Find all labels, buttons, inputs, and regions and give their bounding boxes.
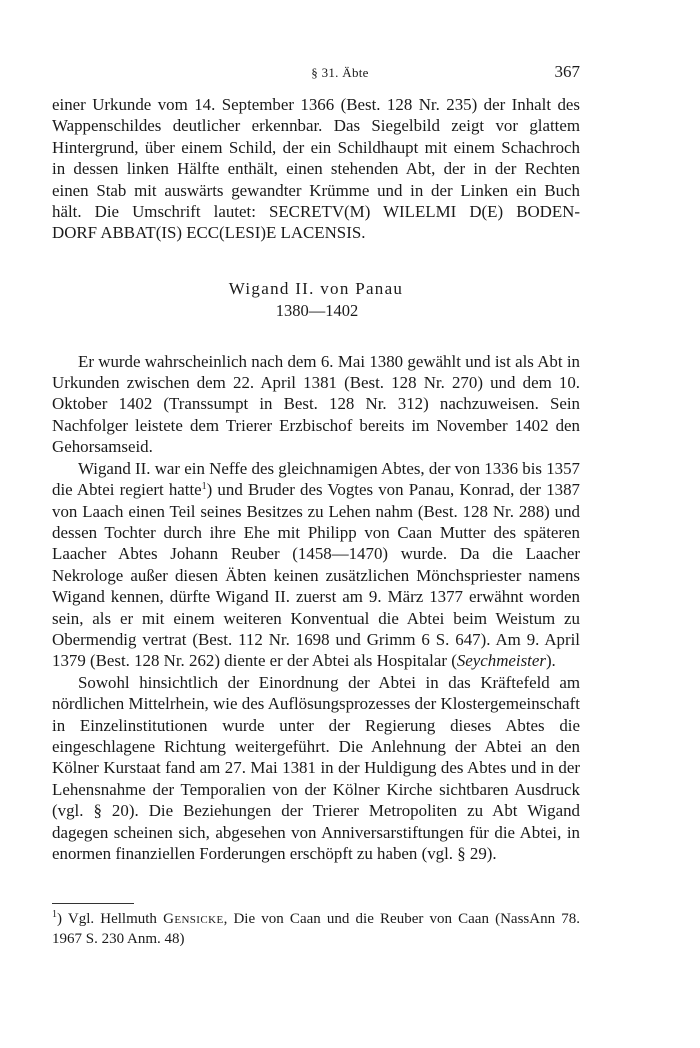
abbot-years: 1380—1402 bbox=[275, 301, 359, 321]
page-number: 367 bbox=[554, 62, 580, 81]
intro-line: Hintergrund, über einem Schild, der ein Schildhaupt mit einem Schachroch bbox=[52, 137, 580, 157]
footnote-mark: 1 bbox=[52, 909, 57, 920]
intro-line: hält. Die Umschrift lautet: SECRETV(M) WILELMI D(E) BODEN- bbox=[52, 202, 580, 222]
italic-term: Seychmeister bbox=[456, 651, 546, 671]
running-head bbox=[100, 62, 580, 84]
paragraph-family bbox=[52, 458, 580, 672]
body-text bbox=[52, 94, 580, 864]
footnote bbox=[52, 910, 580, 949]
footnote-text-cont: , Die von Caan und die Reuber von Caan (NassAnn 78. 1967 S. 230 Anm. 48) bbox=[52, 911, 581, 947]
paragraph-family-end: ). bbox=[545, 651, 556, 671]
abbot-name: Wigand II. von Panau bbox=[228, 278, 404, 298]
footnote-reference: 1 bbox=[201, 481, 207, 493]
paragraph-election: Er wurde wahrscheinlich nach dem 6. Mai 1380 gewählt und ist als Abt in Urkunden zwischen dem 22. April 1381 (Best. 128 Nr. 270) und dem 10. Oktober 1402 (Transsumpt in Best. 128 Nr. 312) nachzuweisen. Sein Nachfolger leistete dem Trierer Erzbischof bereits im November 1402 den Gehorsamseid. bbox=[52, 351, 580, 457]
intro-line: einen Stab mit auswärts gewandter Krümme und in der Linken ein Buch bbox=[52, 180, 580, 200]
section-title: § 31. Äbte bbox=[311, 65, 369, 80]
abbot-heading bbox=[52, 278, 580, 322]
paragraph-family-text: Wigand II. war ein Neffe des gleichnamigen Abtes, der von 1336 bis 1357 die Abtei regiert hatte bbox=[52, 458, 580, 500]
footnote-divider bbox=[52, 903, 134, 904]
paragraph-politics: Sowohl hinsichtlich der Einordnung der Abtei in das Kräftefeld am nördlichen Mittelrhein, wie des Auflösungsprozesses der Klostergemeinschaft in Einzelinstitutionen wurde unter der Regierung dieses Abtes die eingeschlagene Richtung weitergeführt. Die Anlehnung der Abtei an den Kölner Kurstaat fand am 27. Mai 1381 in der Huldigung des Abtes und in der Lehensnahme der Temporalien von der Kölner Kirche sichtbaren Ausdruck (vgl. § 20). Die Beziehungen der Trierer Metropoliten zu Abt Wigand dagegen scheinen sich, abgesehen von Anniversarstiftungen für die Abtei, in enormen finanziellen Forderungen erschöpft zu haben (vgl. § 29). bbox=[52, 672, 580, 863]
intro-paragraph bbox=[52, 94, 580, 244]
footnote-author: Gensicke bbox=[163, 911, 224, 927]
intro-line: in dessen linken Hälfte enthält, einen stehenden Abt, der in der Rechten bbox=[52, 159, 580, 179]
intro-line: DORF ABBAT(IS) ECC(LESI)E LACENSIS. bbox=[52, 223, 366, 243]
intro-line: Wappenschildes deutlicher erkennbar. Das Siegelbild zeigt vor glattem bbox=[52, 116, 580, 136]
paragraph-family-text-cont: ) und Bruder des Vogtes von Panau, Konrad, der 1387 von Laach einen Teil seines Besitzes zu Lehen nahm (Best. 128 Nr. 288) und dessen Tochter durch ihre Ehe mit Philipp von Caan Mutter des späteren Laacher Abtes Johann Reuber (1458—1470) wurde. Da die Laacher Nekrologe außer diesen Äbten keinen zusätzlichen Mönchspriester namens Wigand kennen, dürfte Wigand II. zuerst am 9. März 1377 erwähnt worden sein, als er mit einem weiteren Konventual die Abtei beim Weistum zu Obermendig vertrat (Best. 112 Nr. 1698 und Grimm 6 S. 647). Am 9. April 1379 (Best. 128 Nr. 262) diente er der Abtei als Hospitalar ( bbox=[52, 480, 580, 671]
intro-line: einer Urkunde vom 14. September 1366 (Best. 128 Nr. 235) der Inhalt des bbox=[52, 95, 580, 114]
footnote-text: ) Vgl. Hellmuth bbox=[57, 911, 164, 927]
